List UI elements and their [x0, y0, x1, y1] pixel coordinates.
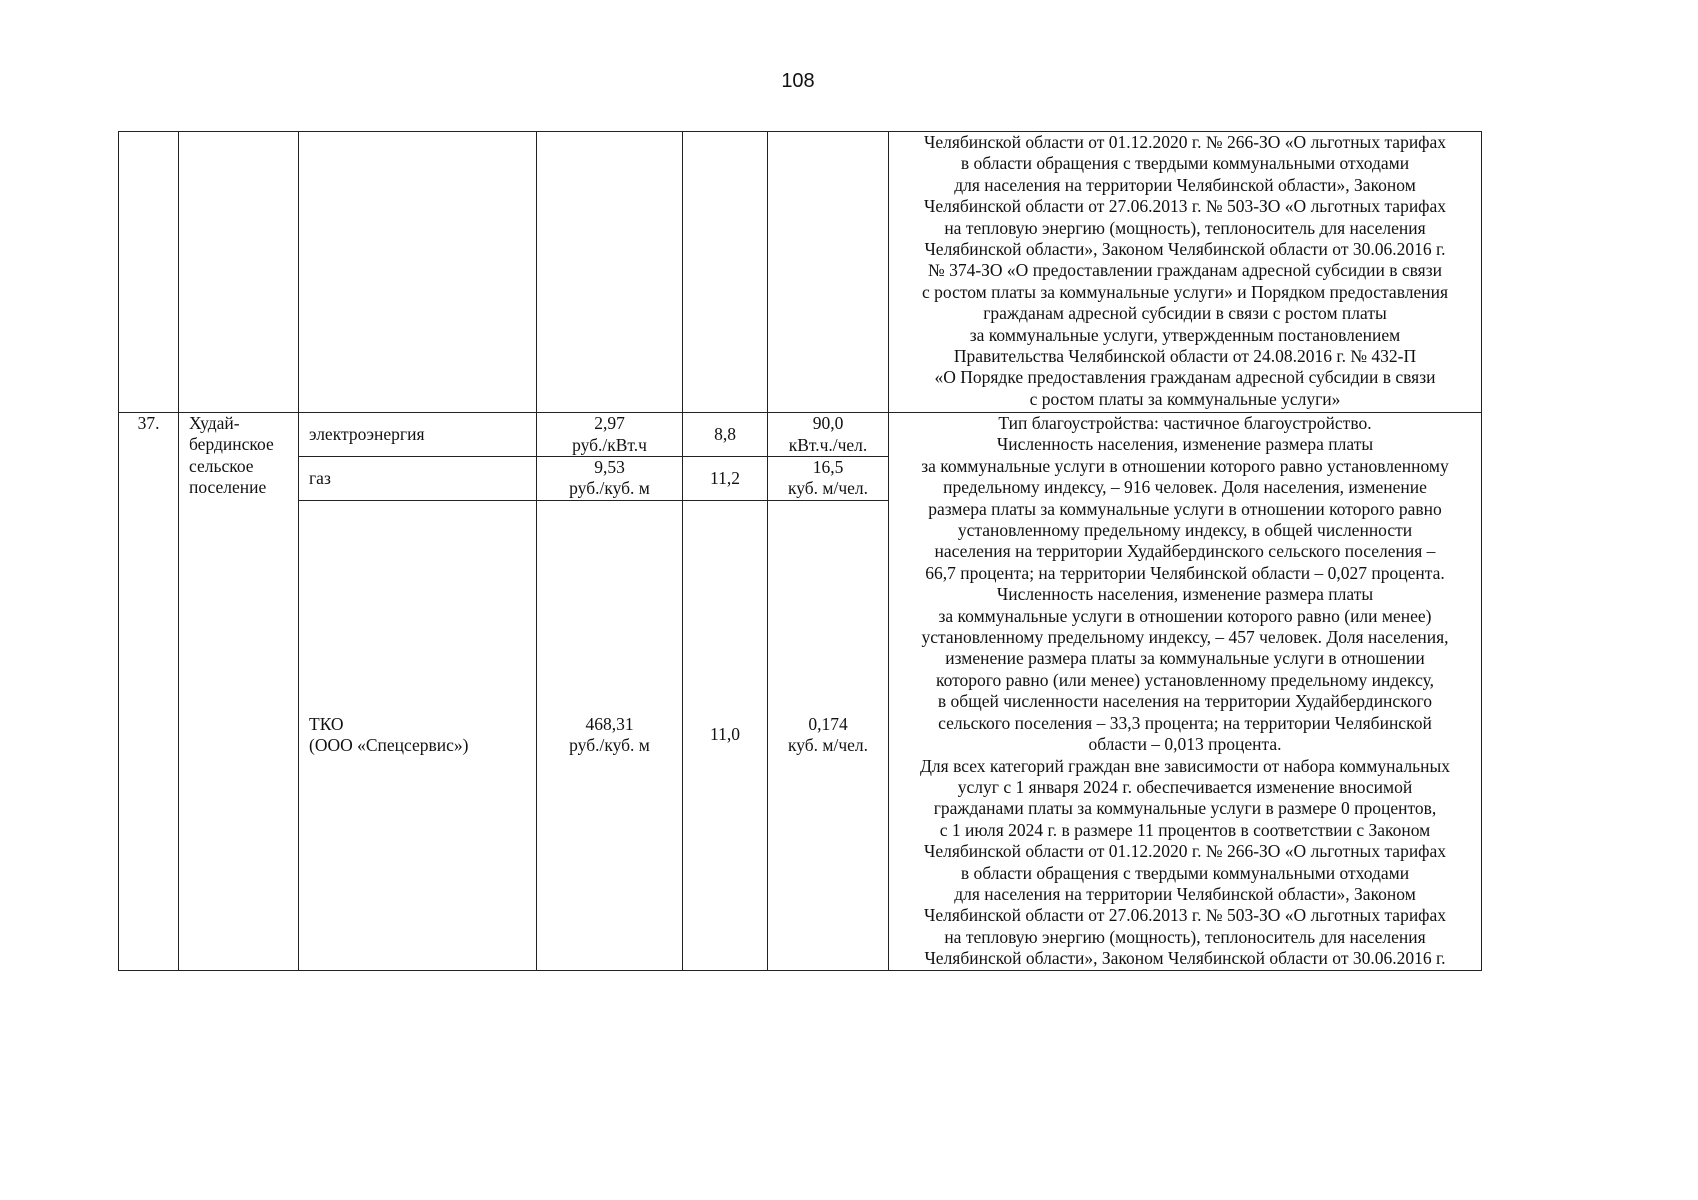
note-line: Челябинской области от 27.06.2013 г. № 503-ЗО «О льготных тарифах — [923, 196, 1447, 217]
tariff-cell — [537, 457, 683, 501]
service-name — [299, 457, 537, 501]
tariff-line: руб./куб. м — [569, 735, 650, 756]
note-line: за коммунальные услуги, утвержденным постановлением — [969, 324, 1401, 345]
settlement-line: поселение — [189, 477, 267, 498]
note-line: населения на территории Худайбердинского сельского поселения – — [934, 541, 1436, 562]
service-name — [299, 413, 537, 457]
note-line: Челябинской области», Законом Челябинской области от 30.06.2016 г. — [924, 948, 1446, 969]
settlement-line: сельское — [189, 455, 254, 476]
note-line: предельному индексу, – 916 человек. Доля населения, изменение — [943, 477, 1427, 498]
note-line: с ростом платы за коммунальные услуги» — [1029, 388, 1341, 409]
note-line: с ростом платы за коммунальные услуги» и Порядком предоставления — [922, 281, 1448, 302]
norm-line: 0,174 — [808, 713, 848, 734]
continuation-note — [889, 132, 1482, 413]
note-line: гражданами платы за коммунальные услуги в размере 0 процентов, — [933, 798, 1437, 819]
note-line: 66,7 процента; на территории Челябинской области – 0,027 процента. — [925, 562, 1445, 583]
name-line: электроэнергия — [309, 423, 425, 444]
empty-cell — [299, 132, 537, 413]
note-line: Численность населения, изменение размера платы — [996, 584, 1374, 605]
norm-line: 16,5 — [812, 457, 844, 477]
settlement-line: бердинское — [189, 434, 274, 455]
note-line: Численность населения, изменение размера платы — [996, 434, 1374, 455]
name-line: ТКО — [309, 713, 344, 734]
note-line: области – 0,013 процента. — [1088, 734, 1282, 755]
tariff-line: 9,53 — [594, 457, 625, 477]
continuation-row — [119, 132, 1482, 413]
note-line: Челябинской области от 01.12.2020 г. № 266-ЗО «О льготных тарифах — [923, 841, 1447, 862]
note-line: размера платы за коммунальные услуги в отношении которого равно — [928, 498, 1442, 519]
name-line: (ООО «Спецсервис») — [309, 735, 469, 756]
note-line: Правительства Челябинской области от 24.08.2016 г. № 432-П — [953, 346, 1417, 367]
note-line: за коммунальные услуги в отношении которого равно (или менее) — [938, 605, 1432, 626]
tariff-table — [118, 131, 1482, 971]
row-number: 37. — [119, 413, 179, 971]
norm-line: кВт.ч./чел. — [788, 434, 868, 455]
empty-cell — [683, 132, 768, 413]
note-line: сельского поселения – 33,3 процента; на территории Челябинской — [938, 712, 1432, 733]
norm-cell — [768, 500, 889, 970]
empty-cell — [537, 132, 683, 413]
settlement-line: Худай- — [189, 413, 240, 433]
increase-cell: 11,0 — [683, 500, 768, 970]
note-line: Для всех категорий граждан вне зависимости от набора коммунальных — [919, 755, 1451, 776]
norm-line: куб. м/чел. — [787, 735, 869, 756]
norm-cell — [768, 413, 889, 457]
note-line: с 1 июля 2024 г. в размере 11 процентов в соответствии с Законом — [939, 819, 1431, 840]
note-line: на тепловую энергию (мощность), теплоноситель для населения — [944, 217, 1426, 238]
tariff-line: 468,31 — [585, 713, 634, 734]
note-line: «О Порядке предоставления гражданам адресной субсидии в связи — [934, 367, 1436, 388]
note-line: в области обращения с твердыми коммунальными отходами — [960, 862, 1410, 883]
note-line: № 374-ЗО «О предоставлении гражданам адресной субсидии в связи — [928, 260, 1442, 281]
norm-line: 90,0 — [812, 413, 844, 434]
table-row — [119, 413, 1482, 457]
row-note — [889, 413, 1482, 971]
tariff-line: руб./кВт.ч — [572, 434, 647, 455]
note-line: гражданам адресной субсидии в связи с ростом платы — [983, 303, 1387, 324]
note-line: для населения на территории Челябинской области», Законом — [954, 883, 1416, 904]
tariff-line: 2,97 — [594, 413, 625, 434]
note-line: Челябинской области от 01.12.2020 г. № 266-ЗО «О льготных тарифах — [923, 132, 1447, 152]
norm-line: куб. м/чел. — [787, 478, 869, 499]
service-name — [299, 500, 537, 970]
note-line: на тепловую энергию (мощность), теплоноситель для населения — [944, 926, 1426, 947]
page-number: 108 — [781, 70, 815, 92]
note-line: установленному предельному индексу, – 457 человек. Доля населения, — [921, 627, 1449, 648]
empty-cell — [119, 132, 179, 413]
note-line: Челябинской области от 27.06.2013 г. № 503-ЗО «О льготных тарифах — [923, 905, 1447, 926]
increase-cell: 8,8 — [683, 413, 768, 457]
increase-cell: 11,2 — [683, 457, 768, 501]
empty-cell — [768, 132, 889, 413]
note-line: в области обращения с твердыми коммунальными отходами — [960, 153, 1410, 174]
note-line: установленному предельному индексу, в общей численности — [957, 520, 1413, 541]
tariff-line: руб./куб. м — [569, 478, 650, 499]
note-line: изменение размера платы за коммунальные услуги в отношении — [945, 648, 1425, 669]
norm-cell — [768, 457, 889, 501]
note-line: для населения на территории Челябинской области», Законом — [954, 174, 1416, 195]
settlement-name — [179, 413, 299, 971]
note-line: Челябинской области», Законом Челябинской области от 30.06.2016 г. — [924, 239, 1446, 260]
note-line: которого равно (или менее) установленному предельному индексу, — [935, 669, 1435, 690]
note-line: в общей численности населения на территории Худайбердинского — [937, 691, 1433, 712]
note-line: Тип благоустройства: частичное благоустройство. — [998, 413, 1372, 433]
tariff-cell — [537, 413, 683, 457]
note-line: за коммунальные услуги в отношении которого равно установленному — [921, 455, 1449, 476]
name-line: газ — [309, 467, 331, 488]
empty-cell — [179, 132, 299, 413]
tariff-cell — [537, 500, 683, 970]
note-line: услуг с 1 января 2024 г. обеспечивается изменение вносимой — [957, 776, 1413, 797]
